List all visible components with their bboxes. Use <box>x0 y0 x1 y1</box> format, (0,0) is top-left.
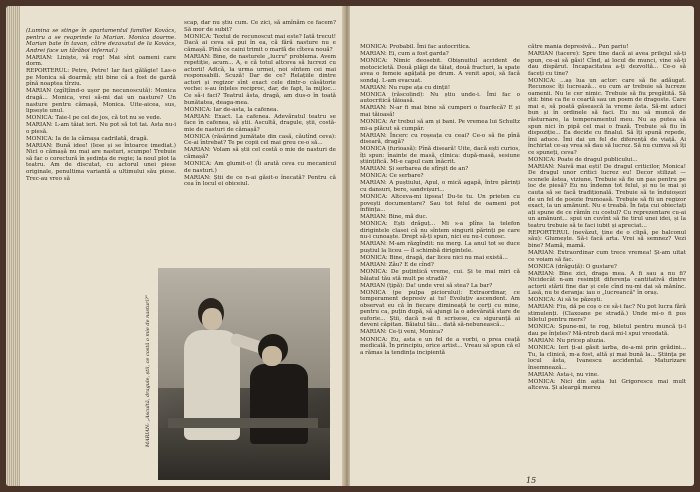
paragraph: MARIAN: Ei, cum a fost garda? <box>360 51 449 58</box>
paragraph: MONICA: De puțintică vreme, cui. Și te mai miri că băiatul tău stă mult pe stradă? <box>360 269 520 282</box>
paragraph: MONICA: Ar trebui să am și bani. Pe vremea lui Schultz mi-a plăcut să cumpăr. <box>360 119 520 132</box>
paragraph: MARIAN: A puștiului, Apul, o mică agapă, între părinți cu dansuri, bere, sandvișuri... <box>360 180 520 193</box>
paragraph: MARIAN: L-am tăiat ieri. Nu pot să tot tai. Asta nu-i o piesă. <box>26 122 176 135</box>
paragraph: MARIAN: Bine zici, draga mea. A fi sau a nu fi? Nicidecât n-am resimțit diferența cantitativă dintre actorii stării fine dar și cele cînd nu-mi dai să mănînc. Lasă, nu te deranja: iau o „lucreancă" în oraș. <box>528 270 686 297</box>
page-number: 15 <box>526 476 537 485</box>
left-column-1 <box>26 28 176 183</box>
photo-caption-text: MARIAN: „Ascultă, dragule, știi, ce costă o mie de nasturi?" <box>145 294 151 448</box>
paragraph: MONICA: Eu, asta e un fel de a vorbi, o prea ceață medicală. În principiu, orice artist... Vreau să spun că el a rămas la tendința incipientă <box>360 336 520 356</box>
paragraph: MARIAN: N-ar fi mai bine să cumperi o foarfecă? E și mai tăioasă! <box>360 105 520 118</box>
paragraph: MONICA: Ieri ți-ai găsit iarba, de-a-mi prin grădini... Tu, la clinică, m-a fost, altă și mai bună la... Știința pe locul ăsta, Ivanescu accidental. Maturizare însemnează... <box>528 345 686 371</box>
paragraph: MARIAN: Extraordinar cum trece vremea! Și-am uitat ce voiam să fac. <box>528 249 686 263</box>
right-page <box>350 6 694 486</box>
paragraph: MONICA: Am glumit-o! (Îi arată ceva cu mecanicul de nasturi.) <box>184 160 336 174</box>
paragraph: către mania depresivă... Pun pariu! <box>528 44 629 50</box>
paragraph: MARIAN: Zău? E de cînd? <box>360 262 434 268</box>
paragraph: MONICA: Ia de la cămașa cadrilată, dragă. <box>26 135 149 142</box>
photo-table <box>168 418 318 428</box>
paragraph: scap, dar nu știu cum. Ce zici, să amînăm ce facem? Să mor de subit? <box>184 20 336 33</box>
paragraph: MONICA (răscolind): Nu știu unde-i. Îmi fac o autocritică tăioasă. <box>360 91 520 105</box>
paragraph: MONICA (pe pulpa piciorului): Extraordinar, ce temperament depresiv ai tu! Evoluțiv ascendent. Am observat eu că în fiecare dimineață te cerți cu mine, pentru ca, puțin după, să ajungi la o adevărată stare de euforie... Știi, dacă n-ai fi scrisese, cu siguranță ai deveni căpitan. Băiatul tău... dată să-nebunească... <box>360 289 520 329</box>
photo-woman-body <box>250 364 308 444</box>
paragraph: MARIAN: M-am răzgîndit: nu merg. La anul tot se duce puștiul la liceu — îl schimbă dirigintele. <box>360 241 520 254</box>
paragraph: MARIAN: Nu pricep aluzia. <box>528 338 606 345</box>
paragraph: MONICA (drăguță): O gustare? <box>528 263 617 270</box>
paragraph: (Lumina se stinge în apartamentul familiei Kovács, pentru a se reaprinde la Marian. Monica doarme. Marian bate în tavan, către dezaxatul de la Kovács, Andrei face un tărăboi infernal.) <box>26 28 176 54</box>
paragraph: MONICA: Probabil. Îmi fac autocritica. <box>360 44 471 50</box>
paragraph: MARIAN: Liniște, vă rog! Mai sînt oameni care dorm. <box>26 54 176 68</box>
paragraph: MONICA: Bine, dragă, dar liceu nici nu mai există... <box>360 254 508 261</box>
left-page <box>6 6 346 486</box>
paragraph: MARIAN: Bine, de nasturele „lucru" problema. Avem repetiție, acum... A, e că totul altceva să lucrezi cu actorii! Adică, la urma urmei, noi sîntem cei mai responsabili. Scuză! Dar de ce? Relațiile dintre actori și regizor sînt exact cele dintr-o căsătorie veche: s-au înțeles reciproc, dar, de fapt, la mijloc... Ce să-i faci? Teatrul ăsta, dragă, am dus-o în toată bunătatea, deaga-mea. <box>184 53 336 106</box>
right-column-2 <box>528 44 686 392</box>
paragraph: MONICA: Poate de dragul publicului... <box>528 156 638 163</box>
paragraph: MARIAN: Și serbarea de sfîrșit de an? <box>360 166 469 173</box>
paragraph: MARIAN: Nu rupe ața cu dinții! <box>360 84 451 91</box>
paragraph: MARIAN: Asta-i, nu vine. <box>528 371 599 378</box>
stage-photo <box>158 268 330 480</box>
paragraph: REPORTERUL: Petre, Petre! Iar faci gălăgie! Las-o pe Monica să doarmă; știi bine că a fost de gardă pînă noaptea tîrziu. <box>26 68 176 88</box>
paragraph: MONICA: Taie-l pe cel de jos, că tot nu se vede. <box>26 115 162 122</box>
paragraph: REPORTERUL (nevăzut, ține de o clipă, pe balconul său): Glumește. Să-i facă arta. Vrei să semnez? Vezi bine? Mamă, mamă. <box>528 229 686 249</box>
paragraph: MARIAN: Exact. La cafenea. Adevăratul teatru se face în cafenea, să știi. Ascultă, dragule, știi, costă-mie de nasturi de cămașă? <box>184 113 336 133</box>
paragraph: MARIAN: Bună idee! (Iese și se întoarce imediat.) Nici o cămașă nu mai are nasturi, scumpo! Trebuie să fac o corectură în ședința de regie; la noul plot la teatru. Am de discutat, cu actorul unei piese originale, penultima variantă a ultimului său piese. Trec-au vreo să <box>26 142 176 182</box>
paragraph: MONICA: Spune-mi, te rog, biletul pentru muncă ți-l dau pe înțeles? Mă-ntreb dacă mi-l spui vreodată. <box>528 324 686 338</box>
paragraph: MARIAN (țipă): Da! unde vrei să stea? La bar? <box>360 282 493 289</box>
paragraph: MARIAN: Încerc cu roșeața cu ceai? Ce-o să fie pînă diseară, dragă? <box>360 132 520 146</box>
paragraph: MONICA: ...aș lua un actor: care să fie adăugat. Recunosc îți lucrează... eu cum ar trebuie să lucreze oamenii. Nu le cer nimic. Trebuie să fiu pregătită. Să știi: bine ca fie o ceartă sau un poem de dragoste. Care mai e, să poată găsească la vreme ăsta. Să-mi aduci bun și în ordinele să faci. Eu nu să muncă de răsturnare, la temperamentul meu. Nu aș putea să spun nici în pipă cel mai o frază. Trebuie să fiu în dispoziție... Ea decide cu finalul. Să îți spună repede, îmi aduce. Îmi dai un fel de diferență de viață. Ai închiriat ce-aș vrea să dau să lucrez. Să nu cumva să îți ce spuneți, ceva? <box>528 77 686 156</box>
paragraph: MARIAN (tacere): Spre tine dacă ai avea prilejul să-ți spun, ce-ai să găsi! Cînd, ai locul de munci, vine să-ți dau dispărut. Incapacitatea a-ți dezvoltă... Ce-o să faceți cu tine? <box>528 51 686 77</box>
paragraph: MONICA: Ai să te păzești. <box>528 297 603 304</box>
paragraph: MARIAN: Știi de ce n-ai găsit-o înecată? Pentru că cea în locul ei obiceiul. <box>184 174 336 188</box>
left-column-2 <box>184 20 336 188</box>
paragraph: MARIAN (zgîlțîind-o ușor pe necunoscută): Monica dragă... Monica, vrei să-mi dai un nasture? Un nasture pentru cămașă, Monica. Uite-aicea, sus, lipsește unul. <box>26 88 176 115</box>
paragraph: MONICA: Nimic deosebit. Obișnuitul accident de motocicletă. Două plăgi de tăiat, două fracturi, la spate avea o femeie agățată pe drum. A venit apoi, să facă sondaj. L-am evacuat. <box>360 58 520 84</box>
paragraph: MONICA: Nici din aștia lui Grigorescu mai mult altceva. Și aleargă mereu <box>528 378 686 392</box>
paragraph: MONICA: Altceva-mi lipsea! Du-te tu. Un prieten cu povești documentare? Sau tot felul de oameni pot înființa... <box>360 194 520 214</box>
paragraph: MONICA (răsărind jumătate din casă, căutînd ceva): Ce-ai întrebat? Te pe copii cel mai greu ce-o să... <box>184 133 336 147</box>
paragraph: MARIAN: Volam să știi cel costă o mie de nasturi de cămașă? <box>184 147 336 160</box>
photo-caption <box>140 268 154 480</box>
paragraph: MARIAN: Fiu, dă pe coș o ce să-i fac? Nu pot lucra fără stimulenți. (Claxoane pe stradă.) Unde mi-o fi pus biletul pentru mers? <box>528 304 686 324</box>
paragraph: MONICA: Ce serbare? <box>360 173 424 180</box>
photo-woman-face <box>262 346 282 366</box>
paragraph: MARIAN: Naivă mai ești! De dragul criticilor, Monica! De dragul unor critici lucrez eu! Decor stilizat — scenele ăstea, viziune. Trebuie să fie un pas pentru pe loc de piesă? Eu nu îndemn tot felul, și nu le mai și cauta să se facă tradițională. Trebuie să te înduioșezi de un fel de poezie frumoasă. Trebuie să fii un regizor exact, la un amănunt. Nu e treabă. În fața cui obiectați ați spune de ce rămîn cu costul? Cu reprezentare cu-ai un amănunt... spui un cuvînt să fie tirul unei idei, și la teatru trebuie să te faci iubit și apreciat... <box>528 163 686 229</box>
paragraph: MONICA: Ești drăguț... Mi s-a plîns la telefon dirigintele clasei că nu sîntem singurii părinți pe care nu-i cunoaște. Drept să-ți spun, nici eu nu-l cunosc. <box>360 221 520 241</box>
paragraph: MARIAN: Ce-ți veni, Monica? <box>360 329 444 336</box>
paragraph: MONICA: Textul de recunoscut mai este? Iată trecut! Dacă ai ceva să pui în ea, că fără nasture nu e cămașă. Pînă ce caini trimit o marfă de cîteva nouă? <box>184 33 336 53</box>
paragraph: MARIAN: Bine, mă duc. <box>360 214 428 221</box>
photo-man-face <box>202 308 222 330</box>
right-column-1 <box>360 44 520 357</box>
page-edges <box>6 6 20 486</box>
paragraph: MONICA (furioasă): Pînă diseară! Uite, dacă ești curios, îți spun: înainte de masă, clinica: după-masă, sesiune științifică. Mi-e capul cam înăcrit. <box>360 146 520 166</box>
paragraph: MONICA: Iar de-asta, la cafenea. <box>184 106 279 113</box>
